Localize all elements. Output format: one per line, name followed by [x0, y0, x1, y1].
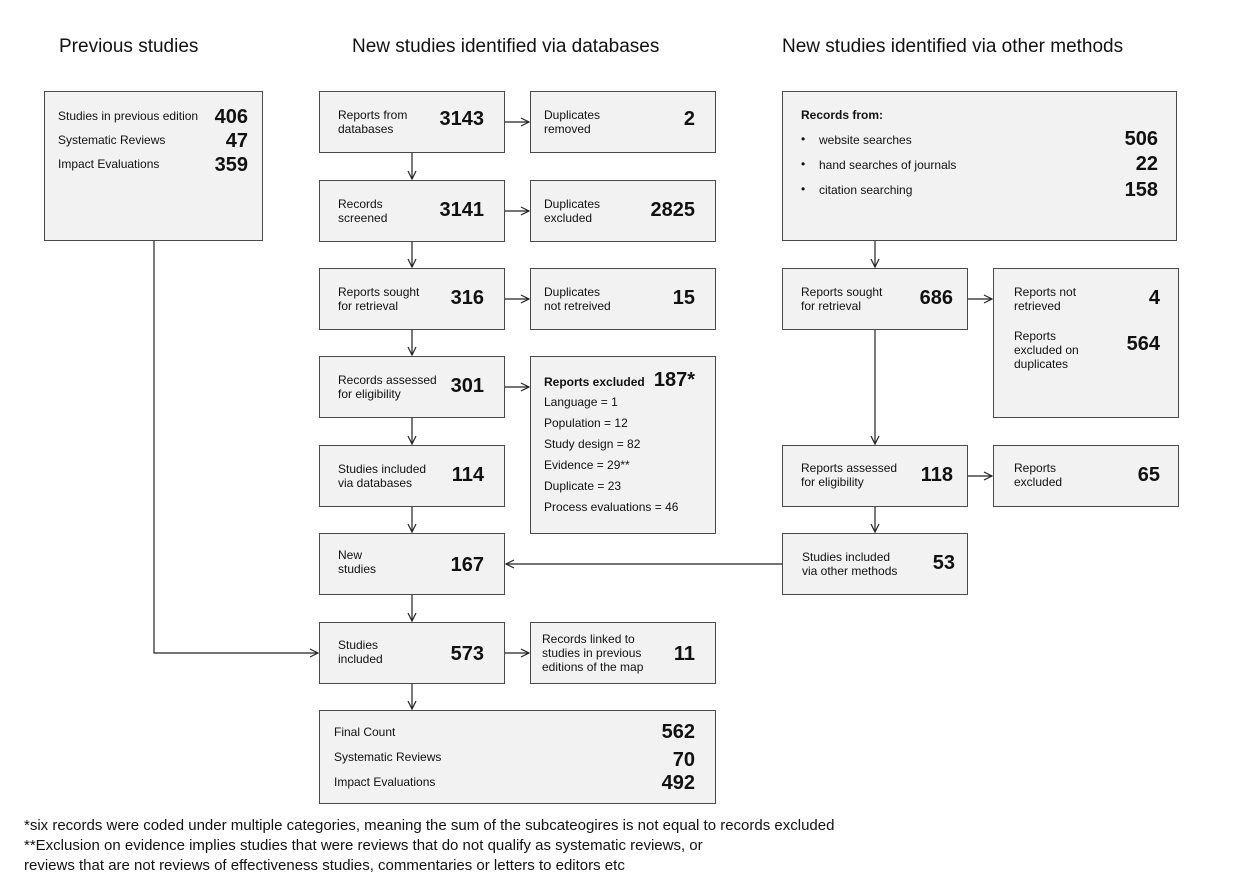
studies-included-db-box: [319, 445, 505, 507]
reports-excluded-dup-value: 564: [1126, 333, 1160, 355]
records-linked-value: 11: [673, 643, 695, 665]
previous-row-sr: [45, 130, 262, 154]
studies-included-other-label: Studies included via other methods: [802, 550, 898, 578]
records-assessed-value: 301: [450, 375, 484, 397]
reports-excluded-title: Reports excluded: [544, 375, 645, 389]
previous-edition-value: 406: [214, 106, 248, 128]
records-from-title: Records from:: [801, 108, 884, 122]
previous-studies-box: [44, 91, 263, 241]
other-reports-excluded-label: Reports excluded: [1014, 461, 1063, 489]
website-searches-value: 506: [1124, 128, 1158, 150]
reports-not-retrieved-box: [993, 268, 1179, 418]
duplicates-not-retreived-box: [530, 268, 716, 330]
final-count-box: [319, 710, 716, 804]
other-reports-excluded-value: 65: [1137, 464, 1160, 486]
excluded-study-design: Study design = 82: [544, 437, 641, 451]
records-screened-box: [319, 180, 505, 242]
header-previous-studies: Previous studies: [59, 36, 199, 57]
new-studies-label: New studies: [338, 548, 377, 576]
studies-included-box: [319, 622, 505, 684]
website-searches-label: website searches: [819, 133, 912, 147]
reports-not-retrieved-label: Reports not retrieved: [1014, 285, 1077, 313]
duplicates-removed-box: [530, 91, 716, 153]
other-reports-sought-value: 686: [919, 287, 953, 309]
studies-included-db-value: 114: [451, 464, 484, 486]
reports-from-databases-box: [319, 91, 505, 153]
arrow-previous-to-included: [154, 241, 318, 653]
duplicates-excluded-value: 2825: [650, 199, 695, 221]
excluded-duplicate: Duplicate = 23: [544, 479, 622, 493]
reports-from-databases-label: Reports from databases: [338, 108, 408, 136]
final-ie-label: Impact Evaluations: [334, 775, 436, 789]
other-reports-excluded-box: [993, 445, 1179, 507]
records-assessed-box: [319, 356, 505, 418]
previous-row-ie: [45, 154, 262, 178]
db-reports-sought-label: Reports sought for retrieval: [338, 285, 420, 313]
final-row-ie: [320, 771, 715, 795]
duplicates-excluded-label: Duplicates excluded: [544, 197, 601, 225]
hand-searches-value: 22: [1135, 153, 1158, 175]
records-linked-box: [530, 622, 716, 684]
bullet-icon: •: [801, 182, 806, 196]
citation-searching-label: citation searching: [819, 183, 913, 197]
other-reports-sought-box: [782, 268, 968, 330]
footnote-3: reviews that are not reviews of effectiveness studies, commentaries or letters to editors etc: [24, 857, 625, 874]
new-studies-value: 167: [450, 554, 484, 576]
db-reports-sought-box: [319, 268, 505, 330]
previous-row-edition: [45, 106, 262, 130]
previous-sr-label: Systematic Reviews: [58, 133, 166, 147]
other-reports-assessed-value: 118: [920, 464, 953, 486]
records-screened-label: Records screened: [338, 197, 388, 225]
final-count-label: Final Count: [334, 725, 396, 739]
previous-ie-value: 359: [214, 154, 248, 176]
other-reports-assessed-box: [782, 445, 968, 507]
records-assessed-label: Records assessed for eligibility: [338, 373, 437, 401]
duplicates-removed-label: Duplicates removed: [544, 108, 601, 136]
studies-included-db-label: Studies included via databases: [338, 462, 427, 490]
bullet-icon: •: [801, 132, 806, 146]
duplicates-removed-value: 2: [683, 108, 695, 130]
bullet-icon: •: [801, 157, 806, 171]
hand-searches-label: hand searches of journals: [819, 158, 957, 172]
studies-included-other-box: [782, 533, 968, 595]
studies-included-label: Studies included: [338, 638, 383, 666]
duplicates-not-retreived-value: 15: [672, 287, 695, 309]
studies-included-value: 573: [450, 643, 484, 665]
reports-not-retrieved-value: 4: [1148, 287, 1160, 309]
citation-searching-value: 158: [1124, 179, 1158, 201]
final-row-sr: [320, 746, 715, 770]
footnote-1: *six records were coded under multiple categories, meaning the sum of the subcateogires is not equal to records excluded: [24, 817, 835, 834]
records-from-box: [782, 91, 1177, 241]
db-reports-sought-value: 316: [450, 287, 484, 309]
header-other-methods: New studies identified via other methods: [782, 36, 1124, 57]
other-reports-sought-label: Reports sought for retrieval: [801, 285, 883, 313]
header-databases: New studies identified via databases: [352, 36, 660, 57]
final-ie-value: 492: [661, 772, 695, 794]
previous-edition-label: Studies in previous edition: [58, 109, 199, 123]
reports-excluded-dup-label: Reports excluded on duplicates: [1014, 329, 1079, 371]
previous-sr-value: 47: [225, 130, 248, 152]
excluded-process-evaluations: Process evaluations = 46: [544, 500, 679, 514]
final-sr-value: 70: [672, 749, 695, 771]
excluded-evidence: Evidence = 29**: [544, 458, 630, 472]
reports-excluded-box: [530, 356, 716, 534]
excluded-population: Population = 12: [544, 416, 628, 430]
excluded-language: Language = 1: [544, 395, 618, 409]
duplicates-not-retreived-label: Duplicates not retreived: [544, 285, 611, 313]
other-reports-assessed-label: Reports assessed for eligibility: [801, 461, 898, 489]
final-count-value: 562: [661, 721, 695, 743]
studies-included-other-value: 53: [932, 552, 955, 574]
reports-excluded-value: 187*: [653, 369, 695, 391]
reports-from-databases-value: 3143: [439, 108, 484, 130]
records-screened-value: 3141: [439, 199, 484, 221]
records-linked-label: Records linked to studies in previous editions of the map: [542, 632, 644, 674]
final-row-count: [320, 721, 715, 745]
footnote-2: **Exclusion on evidence implies studies that were reviews that do not qualify as systematic reviews, or: [24, 837, 703, 854]
final-sr-label: Systematic Reviews: [334, 750, 442, 764]
new-studies-box: [319, 533, 505, 595]
duplicates-excluded-box: [530, 180, 716, 242]
previous-ie-label: Impact Evaluations: [58, 157, 160, 171]
